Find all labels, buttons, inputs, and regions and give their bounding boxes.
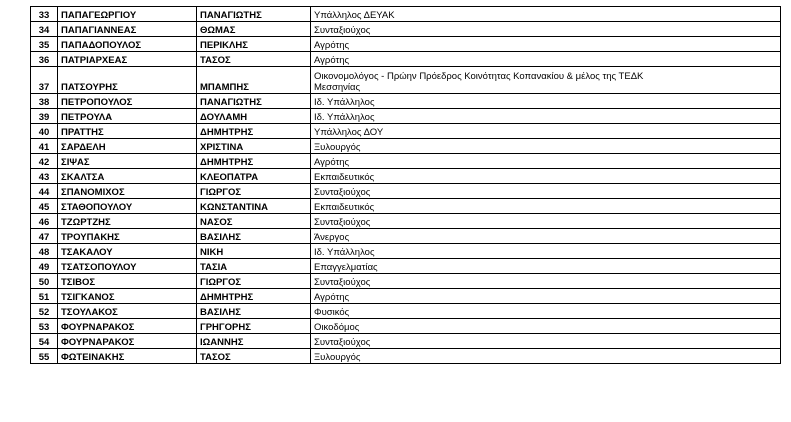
surname-cell: ΣΠΑΝΟΜΙΧΟΣ (58, 184, 197, 199)
table-row (31, 7, 781, 22)
firstname-cell: ΙΩΑΝΝΗΣ (197, 334, 311, 349)
firstname-cell: ΔΗΜΗΤΡΗΣ (197, 289, 311, 304)
firstname-cell: ΓΡΗΓΟΡΗΣ (197, 319, 311, 334)
row-number: 52 (31, 304, 58, 319)
occupation-cell: Επαγγελματίας (311, 259, 781, 274)
surname-cell: ΠΕΤΡΟΥΛΑ (58, 109, 197, 124)
firstname-cell: ΤΑΣΙΑ (197, 259, 311, 274)
row-number: 42 (31, 154, 58, 169)
row-number: 47 (31, 229, 58, 244)
row-number: 46 (31, 214, 58, 229)
surname-cell: ΣΤΑΘΟΠΟΥΛΟΥ (58, 199, 197, 214)
surname-cell: ΤΣΙΒΟΣ (58, 274, 197, 289)
table-row (31, 169, 781, 184)
surname-cell: ΣΚΑΛΤΣΑ (58, 169, 197, 184)
row-number: 48 (31, 244, 58, 259)
row-number: 41 (31, 139, 58, 154)
surname-cell: ΤΣΟΥΛΑΚΟΣ (58, 304, 197, 319)
row-number: 45 (31, 199, 58, 214)
occupation-cell: Εκπαιδευτικός (311, 199, 781, 214)
table-row (31, 244, 781, 259)
roster-table (30, 6, 781, 364)
surname-cell: ΠΑΤΣΟΥΡΗΣ (58, 67, 197, 94)
occupation-cell: Συνταξιούχος (311, 214, 781, 229)
firstname-cell: ΠΑΝΑΓΙΩΤΗΣ (197, 94, 311, 109)
surname-cell: ΠΑΠΑΓΕΩΡΓΙΟΥ (58, 7, 197, 22)
table-row (31, 214, 781, 229)
firstname-cell: ΚΛΕΟΠΑΤΡΑ (197, 169, 311, 184)
surname-cell: ΦΟΥΡΝΑΡΑΚΟΣ (58, 334, 197, 349)
table-row (31, 184, 781, 199)
firstname-cell: ΔΗΜΗΤΡΗΣ (197, 154, 311, 169)
row-number: 35 (31, 37, 58, 52)
surname-cell: ΤΣΙΓΚΑΝΟΣ (58, 289, 197, 304)
row-number: 55 (31, 349, 58, 364)
table-row (31, 124, 781, 139)
occupation-cell: Υπάλληλος ΔΕΥΑΚ (311, 7, 781, 22)
firstname-cell: ΠΑΝΑΓΙΩΤΗΣ (197, 7, 311, 22)
table-row (31, 259, 781, 274)
surname-cell: ΣΙΨΑΣ (58, 154, 197, 169)
firstname-cell: ΘΩΜΑΣ (197, 22, 311, 37)
firstname-cell: ΜΠΑΜΠΗΣ (197, 67, 311, 94)
firstname-cell: ΒΑΣΙΛΗΣ (197, 229, 311, 244)
occupation-cell: Φυσικός (311, 304, 781, 319)
surname-cell: ΤΣΑΚΑΛΟΥ (58, 244, 197, 259)
row-number: 43 (31, 169, 58, 184)
row-number: 37 (31, 67, 58, 94)
row-number: 38 (31, 94, 58, 109)
occupation-cell: Αγρότης (311, 37, 781, 52)
occupation-cell: Συνταξιούχος (311, 22, 781, 37)
table-row (31, 67, 781, 94)
occupation-cell: Ξυλουργός (311, 349, 781, 364)
occupation-cell: Συνταξιούχος (311, 184, 781, 199)
row-number: 33 (31, 7, 58, 22)
row-number: 54 (31, 334, 58, 349)
row-number: 51 (31, 289, 58, 304)
surname-cell: ΤΣΑΤΣΟΠΟΥΛΟΥ (58, 259, 197, 274)
row-number: 49 (31, 259, 58, 274)
row-number: 39 (31, 109, 58, 124)
table-row (31, 274, 781, 289)
firstname-cell: ΔΗΜΗΤΡΗΣ (197, 124, 311, 139)
surname-cell: ΠΕΤΡΟΠΟΥΛΟΣ (58, 94, 197, 109)
table-row (31, 229, 781, 244)
table-row (31, 109, 781, 124)
table-row (31, 22, 781, 37)
row-number: 53 (31, 319, 58, 334)
occupation-cell: Άνεργος (311, 229, 781, 244)
occupation-cell: Οικοδόμος (311, 319, 781, 334)
table-row (31, 319, 781, 334)
row-number: 36 (31, 52, 58, 67)
firstname-cell: ΤΑΣΟΣ (197, 52, 311, 67)
occupation-cell: Ιδ. Υπάλληλος (311, 94, 781, 109)
surname-cell: ΠΑΠΑΔΟΠΟΥΛΟΣ (58, 37, 197, 52)
row-number: 34 (31, 22, 58, 37)
occupation-cell: Ξυλουργός (311, 139, 781, 154)
surname-cell: ΤΡΟΥΠΑΚΗΣ (58, 229, 197, 244)
firstname-cell: ΝΙΚΗ (197, 244, 311, 259)
firstname-cell: ΤΑΣΟΣ (197, 349, 311, 364)
occupation-cell: Αγρότης (311, 154, 781, 169)
occupation-cell: Συνταξιούχος (311, 334, 781, 349)
occupation-cell: Συνταξιούχος (311, 274, 781, 289)
firstname-cell: ΒΑΣΙΛΗΣ (197, 304, 311, 319)
firstname-cell: ΠΕΡΙΚΛΗΣ (197, 37, 311, 52)
table-row (31, 199, 781, 214)
table-row (31, 52, 781, 67)
firstname-cell: ΔΟΥΛΑΜΗ (197, 109, 311, 124)
occupation-cell: Αγρότης (311, 52, 781, 67)
row-number: 40 (31, 124, 58, 139)
firstname-cell: ΚΩΝΣΤΑΝΤΙΝΑ (197, 199, 311, 214)
table-row (31, 349, 781, 364)
row-number: 50 (31, 274, 58, 289)
surname-cell: ΠΑΠΑΓΙΑΝΝΕΑΣ (58, 22, 197, 37)
table-row (31, 94, 781, 109)
table-row (31, 334, 781, 349)
firstname-cell: ΧΡΙΣΤΙΝΑ (197, 139, 311, 154)
surname-cell: ΦΟΥΡΝΑΡΑΚΟΣ (58, 319, 197, 334)
occupation-cell: Ιδ. Υπάλληλος (311, 244, 781, 259)
surname-cell: ΠΡΑΤΤΗΣ (58, 124, 197, 139)
occupation-cell: Εκπαιδευτικός (311, 169, 781, 184)
row-number: 44 (31, 184, 58, 199)
roster-body (31, 7, 781, 364)
occupation-cell: Ιδ. Υπάλληλος (311, 109, 781, 124)
occupation-cell: Υπάλληλος ΔΟΥ (311, 124, 781, 139)
firstname-cell: ΓΙΩΡΓΟΣ (197, 184, 311, 199)
table-row (31, 37, 781, 52)
table-row (31, 289, 781, 304)
table-row (31, 304, 781, 319)
occupation-cell: Αγρότης (311, 289, 781, 304)
firstname-cell: ΓΙΩΡΓΟΣ (197, 274, 311, 289)
firstname-cell: ΝΑΣΟΣ (197, 214, 311, 229)
surname-cell: ΣΑΡΔΕΛΗ (58, 139, 197, 154)
table-row (31, 139, 781, 154)
occupation-cell (311, 67, 781, 94)
surname-cell: ΠΑΤΡΙΑΡΧΕΑΣ (58, 52, 197, 67)
surname-cell: ΤΖΩΡΤΖΗΣ (58, 214, 197, 229)
occupation-text: Οικονομολόγος - Πρώην Πρόεδρος Κοινότητας Κοπανακίου & μέλος της ΤΕΔΚ Μεσσηνίας (314, 71, 644, 93)
table-row (31, 154, 781, 169)
surname-cell: ΦΩΤΕΙΝΑΚΗΣ (58, 349, 197, 364)
